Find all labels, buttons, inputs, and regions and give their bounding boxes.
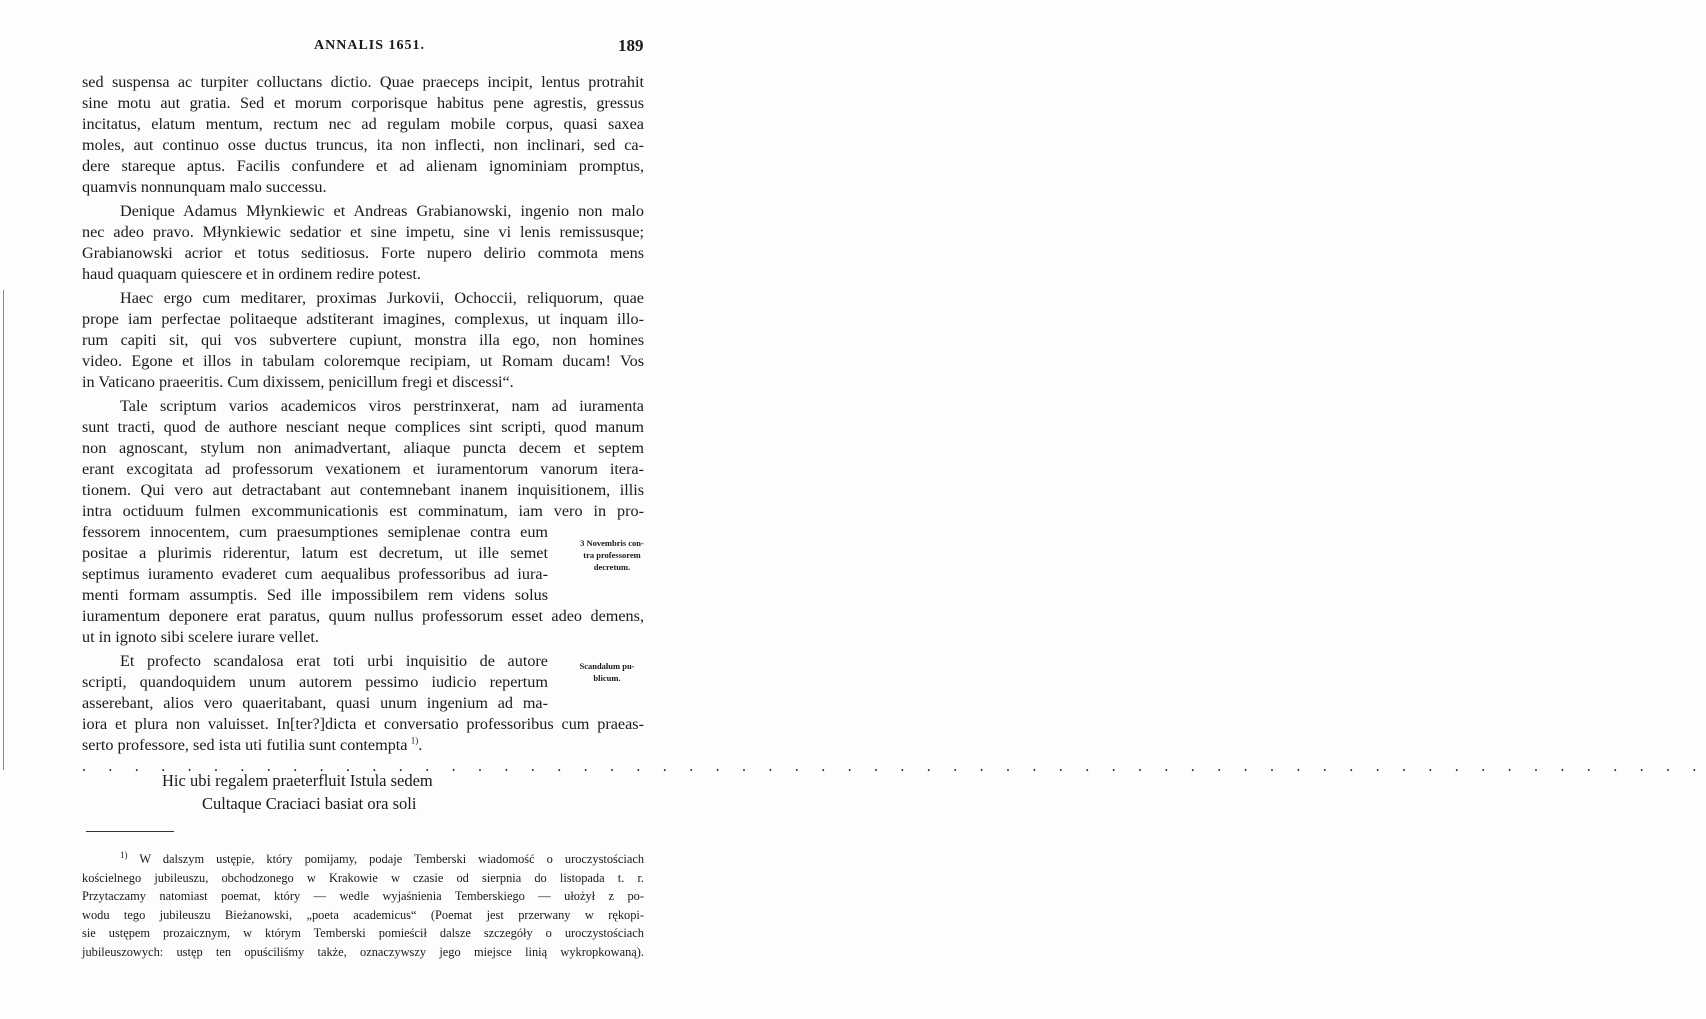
text-line: sed suspensa ac turpiter colluctans dictio. Quae praeceps incipit, lentus protrahit (82, 73, 644, 91)
text-line: moles, aut continuo osse ductus truncus, ita non inflecti, non inclinari, sed ca- (82, 136, 644, 154)
text-line: menti formam assumptis. Sed ille impossibilem rem videns solus (82, 586, 548, 604)
text-line: septimus iuramento evaderet cum aequalibus professoribus ad iura- (82, 565, 548, 583)
footnote-line: kościelnego jubileuszu, obchodzonego w Krakowie w czasie od sierpnia do listopada t. r. (82, 870, 644, 885)
text-line: sine motu aut gratia. Sed et morum corporisque habitus pene agrestis, gressus (82, 94, 644, 112)
scan-edge-line-left (3, 290, 4, 770)
page-number: 189 (618, 36, 644, 55)
text-line: non agnoscant, stylum non animadvertant, aliaque puncta decem et septem (82, 439, 644, 457)
text-line: fessorem innocentem, cum praesumptiones semiplenae contra eum (82, 523, 548, 541)
footnote-marker: 1) (120, 849, 128, 860)
margin-note-line: decretum. (593, 562, 631, 572)
text-line: iuramentum deponere erat paratus, quum nullus professorum esset adeo demens, (82, 607, 644, 625)
text-line: ut in ignoto sibi scelere iurare vellet. (82, 628, 319, 646)
footnote-line: wodu tego jubileuszu Bieżanowski, „poeta academicus“ (Poemat jest przerwany w rękopi- (82, 907, 644, 922)
text-line: dere stareque aptus. Facilis confundere et ad alienam ignominiam promptus, (82, 157, 644, 175)
paragraph-2 (82, 201, 644, 285)
margin-note-line: Scandalum pu- (579, 661, 635, 671)
paragraph-1 (82, 72, 644, 198)
footnote-separator (86, 831, 174, 832)
text-line: Grabianowski acrior et totus seditiosus. Forte nupero delirio commota mens (82, 244, 644, 262)
margin-note-decree (560, 537, 664, 573)
running-head: ANNALIS 1651. (314, 38, 426, 53)
text-line: incitatus, elatum mentum, rectum nec ad regulam mobile corpus, quasi saxea (82, 115, 644, 133)
paragraph-4 (82, 396, 644, 648)
margin-note-line: tra professorem (583, 550, 641, 560)
text-line: Et profecto scandalosa erat toti urbi inquisitio de autore (120, 652, 548, 670)
footnote-line-text: W dalszym ustępie, który pomijamy, podaje Temberski wiadomość o uroczystościach (139, 852, 645, 866)
text-line: Tale scriptum varios academicos viros perstrinxerat, nam ad iuramenta (120, 397, 644, 415)
margin-note-scandal (555, 660, 659, 684)
footnote-line: sie ustępem prozaicznym, w którym Temberski pomieścił dalsze szczegóły o uroczystościach (82, 926, 644, 940)
poem-line-2: Cultaque Craciaci basiat ora soli (202, 794, 417, 813)
text-line: iora et plura non valuisset. In[ter?]dicta et conversatio professoribus cum praeas- (82, 715, 644, 733)
text-line: rum capiti sit, qui vos subvertere cupiunt, monstra illa ego, non homines (82, 331, 644, 349)
main-text (82, 72, 644, 756)
footnote-line (82, 850, 644, 869)
poem-line-1: Hic ubi regalem praeterfluit Istula sedem (162, 771, 433, 790)
text-line: erant excogitata ad professorum vexationem et iuramentorum vanorum itera- (82, 460, 644, 478)
text-line: scripti, quandoquidem unum autorem pessimo iudicio repertum (82, 673, 548, 691)
text-line: prope iam perfectae politaeque adstiterant imagines, complexus, ut inquam illo- (82, 310, 644, 328)
text-line: intra octiduum fulmen excommunicationis est comminatum, iam vero in pro- (82, 502, 644, 520)
text-line: serto professore, sed ista uti futilia sunt contempta $^{1)}$. (82, 735, 423, 754)
text-line: Haec ergo cum meditarer, proximas Jurkovii, Ochoccii, reliquorum, quae (120, 289, 644, 307)
text-line: sunt tracti, quod de authore nesciant neque complices sint scripti, quod manum (82, 418, 644, 436)
margin-note-line: 3 Novembris con- (580, 538, 644, 548)
footnote-reference[interactable]: 1) (410, 735, 419, 746)
footnote (82, 850, 644, 961)
footnote-line: Przytaczamy natomiast poemat, który — wedle wyjaśnienia Temberskiego — ułożył z po- (82, 889, 644, 903)
text-line: nec adeo pravo. Młynkiewic sedatior et sine impetu, sine vi lenis remissusque; (82, 223, 644, 241)
text-line: haud quaquam quiescere et in ordinem redire potest. (82, 265, 421, 283)
paragraph-3 (82, 288, 644, 393)
text-line: quamvis nonnunquam malo successu. (82, 178, 327, 196)
text-line: Denique Adamus Młynkiewic et Andreas Grabianowski, ingenio non malo (120, 202, 644, 220)
margin-note-line: blicum. (593, 673, 621, 683)
text-line-content: serto professore, sed ista uti futilia sunt contempta (82, 736, 408, 754)
footnote-line: jubileuszowych: ustęp ten opuściliśmy także, oznaczywszy jego miejsce linią wykropkowaną). (82, 944, 644, 959)
text-line: asserebant, alios vero quaeritabant, quasi unum ingenium ad ma- (82, 694, 548, 712)
text-line: in Vaticano praeeritis. Cum dixissem, penicillum fregi et discessi“. (82, 373, 514, 391)
text-line: tionem. Qui vero aut detractabant aut contemnebant inanem inquisitionem, illis (82, 481, 644, 499)
text-line: positae a plurimis riderentur, latum est decretum, ut ille semet (82, 544, 548, 562)
text-line: video. Egone et illos in tabulam coloremque recipiam, ut Romam ducam! Vos (82, 352, 644, 370)
ellipsis-dotted-line: . . . . . . . . . . . . . . . . . . . . . . . . . . . . . . . . . . . . . . . . . . . . . . . . . . . . . . . . . . . . . . (82, 758, 1706, 775)
